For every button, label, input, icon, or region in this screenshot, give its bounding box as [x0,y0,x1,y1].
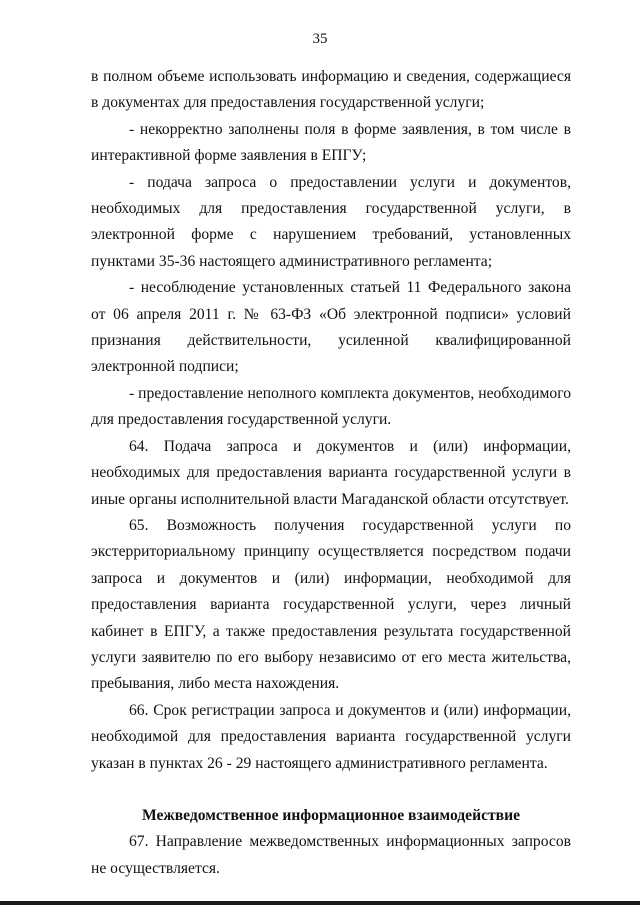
paragraph-item-signature-noncompliance: - несоблюдение установленных статьей 11 Федерального закона от 06 апреля 2011 г. № 63-ФЗ «Об электронной подписи» условий признания действительности, усиленной квалифицированной электронной подписи; [91,279,571,376]
paragraph-67: 67. Направление межведомственных информационных запросов не осуществляется. [91,833,571,877]
paragraph-65: 65. Возможность получения государственной услуги по экстерриториальному принципу осуществляется посредством подачи запроса и документов и (или) информации, необходимой для предоставления варианта государственной услуги, через личный кабинет в ЕПГУ, а также предоставления результата государственной услуги заявителю по его выбору независимо от его места жительства, пребывания, либо места нахождения. [91,516,571,693]
section-heading: Межведомственное информационное взаимодействие [142,806,520,824]
paragraph-item-invalid-fields: - некорректно заполнены поля в форме заявления, в том числе в интерактивной форме заявления в ЕПГУ; [91,120,571,165]
paragraph-item-incomplete-documents: - предоставление неполного комплекта документов, необходимого для предоставления государственной услуги. [91,384,571,429]
page-number: 35 [312,31,328,47]
paragraph-66: 66. Срок регистрации запроса и документов и (или) информации, необходимой для предоставления варианта государственной услуги указан в пунктах 26 - 29 настоящего административного регламента. [91,701,571,772]
scan-bottom-edge [0,901,640,905]
paragraph-64: 64. Подача запроса и документов и (или) информации, необходимых для предоставления варианта государственной услуги в иные органы исполнительной власти Магаданской области отсутствует. [91,437,571,508]
paragraph-continuation: в полном объеме использовать информацию и сведения, содержащиеся в документах для предоставления государственной услуги; [91,68,571,112]
paragraph-item-request-violation: - подача запроса о предоставлении услуги и документов, необходимых для предоставления государственной услуги, в электронной форме с нарушением требований, установленных пунктами 35-36 настоящего административного регламента; [91,173,571,270]
document-body [91,64,571,882]
